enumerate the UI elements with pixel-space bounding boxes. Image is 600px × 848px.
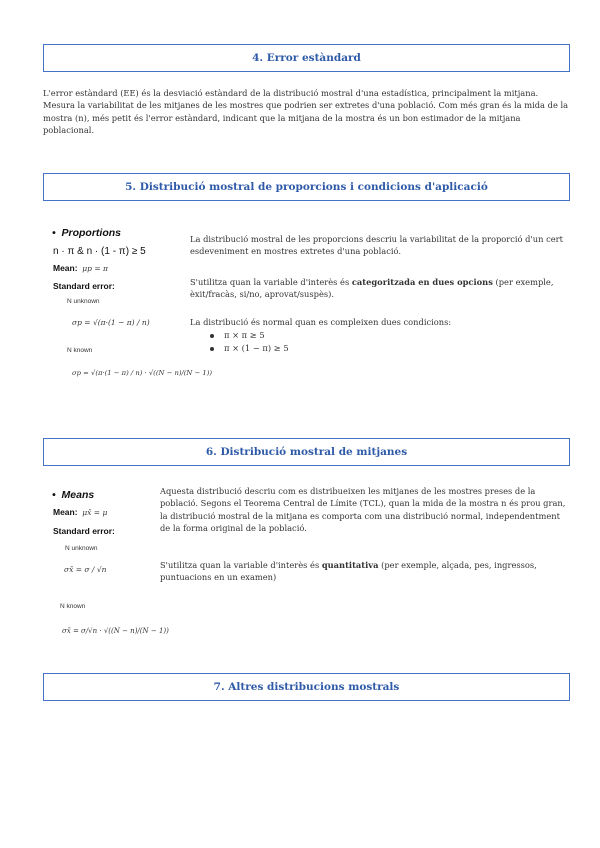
means-bullet-label: Means xyxy=(61,489,95,501)
condition-item: π × (1 − π) ≥ 5 xyxy=(210,343,289,353)
section-5-header xyxy=(43,173,570,201)
section-6-title: 6. Distribució mostral de mitjanes xyxy=(205,446,408,458)
proportions-condition: n · π & n · (1 - π) ≥ 5 xyxy=(53,246,146,257)
section-6-header xyxy=(43,438,570,466)
proportions-formula-unknown: σp = √(π·(1 − π) / n) xyxy=(72,318,150,327)
proportions-mean-label: Mean: xyxy=(53,263,78,273)
proportions-bullet-label: Proportions xyxy=(61,227,122,239)
proportions-paragraph-2: S'utilitza quan la variable d'interès és categoritzada en dues opcions (per exemple, èxit/fracàs, si/no, aprovat/suspès). xyxy=(190,277,554,300)
means-formula-known: σx̄ = σ/√n · √((N − n)/(N − 1)) xyxy=(62,627,169,635)
means-known-label: N known xyxy=(60,603,86,610)
proportions-unknown-label: N unknown xyxy=(67,298,100,305)
section-5-title: 5. Distribució mostral de proporcions i condicions d'aplicació xyxy=(125,181,488,193)
section-4-paragraph: L'error estàndard (EE) és la desviació estàndard de la distribució mostral d'una estadística, principalment la mitjana. Mesura la variabilitat de les mitjanes de les mostres que podrien ser extretes d'una població. Com més gran és la mida de la mostra (n), més petit és l'error estàndard, indicant que la mitjana de la mostra és un bon estimador de la mitjana poblacional. xyxy=(43,88,569,136)
proportions-paragraph-1: La distribució mostral de les proporcions descriu la variabilitat de la proporció d'un cert esdeveniment en mostres extretes d'una població. xyxy=(190,234,563,257)
proportions-mean xyxy=(53,263,108,273)
means-emphasis: quantitativa xyxy=(321,560,379,570)
means-unknown-label: N unknown xyxy=(65,545,98,552)
means-paragraph-1: Aquesta distribució descriu com es distribueixen les mitjanes de les mostres preses de la població. Segons el Teorema Central de Límite (TCL), quan la mida de la mostra n és prou gran, la distribució mostral de la mitjana es comporta com una distribució normal, independentment de la forma original de la població. xyxy=(160,486,566,534)
means-paragraph-2: S'utilitza quan la variable d'interès és quantitativa (per exemple, alçada, pes, ingressos, puntuacions en un examen) xyxy=(160,560,537,583)
condition-item: π × π ≥ 5 xyxy=(210,330,265,340)
section-4-title: 4. Error estàndard xyxy=(252,52,361,64)
means-formula-unknown: σx̄ = σ / √n xyxy=(64,565,107,574)
proportions-se-label: Standard error: xyxy=(53,281,115,291)
section-7-title: 7. Altres distribucions mostrals xyxy=(213,681,400,693)
section-4-header xyxy=(43,44,570,72)
means-mean xyxy=(53,507,107,517)
proportions-mean-formula: μp = π xyxy=(82,264,108,273)
section-7-header xyxy=(43,673,570,701)
means-mean-label: Mean: xyxy=(53,507,78,517)
proportions-known-label: N known xyxy=(67,347,93,354)
proportions-formula-known: σp = √(π·(1 − π) / n) · √((N − n)/(N − 1)) xyxy=(72,369,213,377)
proportions-emphasis: categoritzada en dues opcions xyxy=(351,277,493,287)
proportions-paragraph-3: La distribució és normal quan es compleixen dues condicions: xyxy=(190,317,452,327)
means-bullet: • Means xyxy=(52,489,95,501)
means-mean-formula: μx̄ = μ xyxy=(82,508,108,517)
proportions-bullet: • Proportions xyxy=(52,227,122,239)
means-se-label: Standard error: xyxy=(53,526,115,536)
